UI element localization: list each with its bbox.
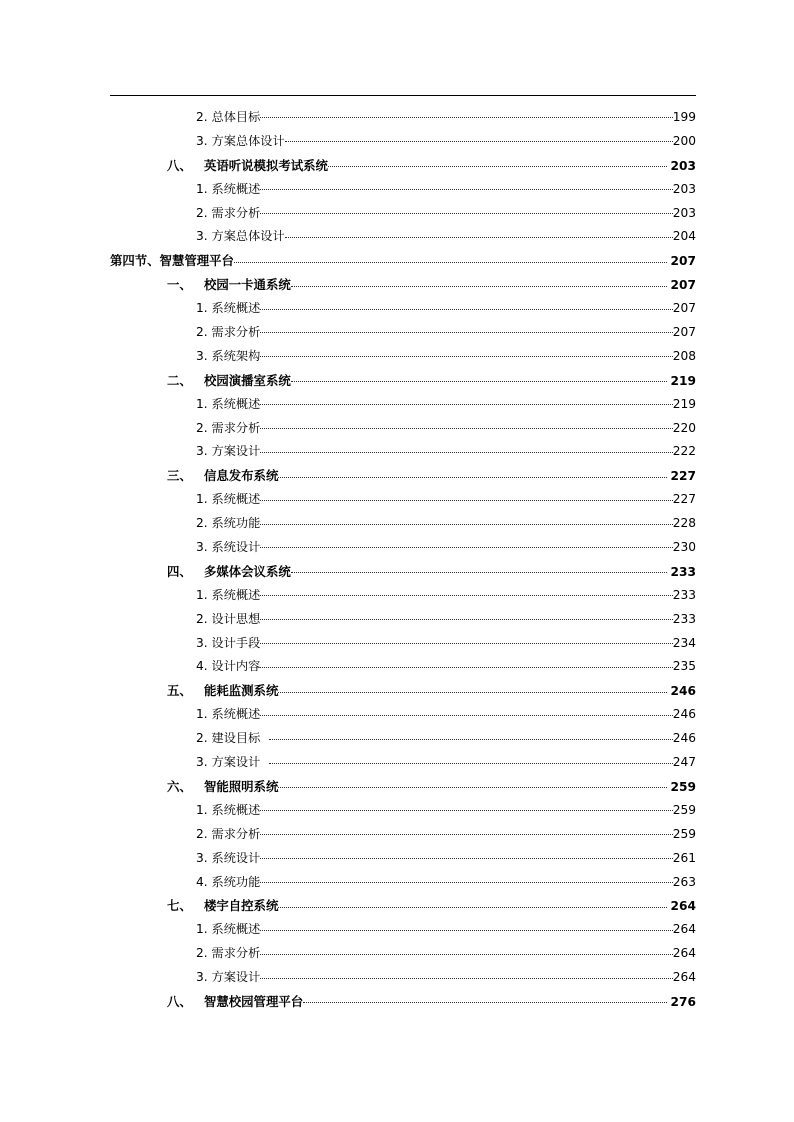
toc-entry-number: 八、 [167, 157, 192, 173]
toc-dot-leader [260, 658, 672, 670]
toc-entry-label: 2. 需求分析 [196, 205, 261, 220]
toc-dot-leader [260, 873, 672, 885]
toc-entry[interactable] [110, 488, 696, 512]
toc-entry-page-number: 227 [672, 492, 696, 507]
toc-entry-label: 1. 系统概述 [196, 301, 261, 316]
toc-entry[interactable] [110, 799, 696, 823]
toc-entry-label: 3. 系统架构 [196, 348, 261, 363]
toc-entry-label: 2. 需求分析 [196, 325, 261, 340]
toc-entry[interactable] [110, 608, 696, 632]
toc-entry-page-number: 222 [672, 444, 696, 459]
toc-entry[interactable] [110, 369, 696, 393]
toc-entry-label: 4. 设计内容 [196, 659, 261, 674]
toc-dot-leader [260, 706, 672, 718]
toc-dot-leader [278, 468, 666, 480]
toc-entry-number: 一、 [167, 277, 192, 293]
toc-entry-number: 二、 [167, 372, 192, 388]
toc-entry[interactable] [110, 249, 696, 273]
toc-entry-page-number: 264 [672, 922, 696, 937]
toc-dot-leader [260, 826, 672, 838]
toc-dot-leader [303, 994, 666, 1006]
toc-entry-page-number: 200 [672, 133, 696, 148]
toc-entry-page-number: 259 [670, 779, 696, 794]
toc-entry[interactable] [110, 106, 696, 130]
toc-entry-page-number: 203 [672, 181, 696, 196]
toc-entry-page-number: 264 [672, 946, 696, 961]
toc-dot-leader [278, 683, 666, 695]
toc-entry[interactable] [110, 417, 696, 441]
toc-entry-label: 3. 方案总体设计 [196, 229, 285, 244]
toc-entry[interactable] [110, 751, 696, 775]
toc-entry-label: 3. 方案设计 [196, 444, 261, 459]
toc-entry-label: 第四节、智慧管理平台 [110, 253, 234, 269]
toc-entry-page-number: 261 [672, 850, 696, 865]
toc-entry-label: 1. 系统概述 [196, 587, 261, 602]
toc-entry-label: 3. 系统设计 [196, 850, 261, 865]
toc-entry-page-number: 264 [670, 899, 696, 914]
toc-entry-page-number: 203 [670, 158, 696, 173]
toc-entry-label: 4. 系统功能 [196, 874, 261, 889]
toc-entry-number: 六、 [167, 778, 192, 794]
toc-entry[interactable] [110, 393, 696, 417]
toc-dot-leader [260, 539, 672, 551]
toc-entry[interactable] [110, 847, 696, 871]
toc-dot-leader [260, 802, 672, 814]
toc-dot-leader [278, 779, 666, 791]
toc-entry-page-number: 204 [672, 229, 696, 244]
toc-entry-label: 1. 系统概述 [196, 492, 261, 507]
toc-entry-number: 三、 [167, 468, 192, 484]
toc-dot-leader [291, 277, 667, 289]
toc-entry-page-number: 234 [672, 635, 696, 650]
toc-entry[interactable] [110, 679, 696, 703]
toc-entry-page-number: 199 [672, 110, 696, 124]
toc-dot-leader [285, 133, 673, 145]
toc-entry-label: 2. 建设目标 [196, 731, 261, 746]
toc-dot-leader [328, 157, 667, 169]
toc-dot-leader [285, 228, 673, 240]
toc-dot-leader [260, 348, 672, 360]
toc-entry-page-number: 208 [672, 348, 696, 363]
toc-entry-page-number: 264 [672, 970, 696, 985]
toc-entry-number: 五、 [167, 683, 192, 699]
toc-entry[interactable] [110, 464, 696, 488]
toc-dot-leader [260, 945, 672, 957]
toc-dot-leader [260, 443, 672, 455]
toc-entry[interactable] [110, 966, 696, 990]
toc-entry[interactable] [110, 775, 696, 799]
toc-entry[interactable] [110, 536, 696, 560]
toc-dot-leader [260, 849, 672, 861]
toc-dot-leader [260, 324, 672, 336]
toc-entry-label: 1. 系统概述 [196, 181, 261, 196]
toc-dot-leader [260, 419, 672, 431]
toc-dot-leader [260, 611, 672, 623]
toc-entry-label: 2. 需求分析 [196, 946, 261, 961]
toc-entry[interactable] [110, 297, 696, 321]
toc-entry-label: 2. 系统功能 [196, 516, 261, 531]
toc-entry-label: 3. 设计手段 [196, 635, 261, 650]
toc-entry-label: 信息发布系统 [204, 468, 279, 484]
toc-entry-label: 能耗监测系统 [204, 683, 279, 699]
toc-entry-page-number: 219 [670, 373, 696, 388]
toc-entry[interactable] [110, 440, 696, 464]
toc-entry-page-number: 247 [672, 755, 696, 770]
toc-entry-label: 校园演播室系统 [204, 372, 291, 388]
toc-entry-page-number: 263 [672, 874, 696, 889]
toc-dot-leader [269, 730, 672, 742]
toc-dot-leader [278, 898, 666, 910]
toc-entry-label: 1. 系统概述 [196, 922, 261, 937]
toc-dot-leader [260, 204, 672, 216]
toc-entry[interactable] [110, 321, 696, 345]
toc-entry-label: 多媒体会议系统 [204, 563, 291, 579]
toc-entry-page-number: 230 [672, 540, 696, 555]
toc-entry-page-number: 233 [670, 564, 696, 579]
toc-entry-page-number: 233 [672, 611, 696, 626]
toc-dot-leader [260, 515, 672, 527]
toc-entry[interactable] [110, 655, 696, 679]
toc-entry-label: 1. 系统概述 [196, 707, 261, 722]
table-of-contents-list [110, 106, 696, 1014]
toc-entry-label: 3. 系统设计 [196, 540, 261, 555]
toc-dot-leader [260, 180, 672, 192]
toc-entry-page-number: 259 [672, 826, 696, 841]
toc-dot-leader [260, 300, 672, 312]
toc-entry-page-number: 207 [672, 325, 696, 340]
toc-entry[interactable] [110, 202, 696, 226]
toc-dot-leader [234, 253, 667, 265]
toc-entry-label: 1. 系统概述 [196, 802, 261, 817]
toc-entry-page-number: 246 [670, 684, 696, 699]
toc-dot-leader [291, 564, 667, 576]
toc-dot-leader [260, 491, 672, 503]
toc-entry[interactable] [110, 942, 696, 966]
toc-entry-page-number: 259 [672, 802, 696, 817]
toc-entry-label: 2. 需求分析 [196, 826, 261, 841]
toc-entry[interactable] [110, 584, 696, 608]
toc-dot-leader [269, 754, 672, 766]
toc-entry-number: 八、 [167, 993, 192, 1009]
toc-entry-label: 智慧校园管理平台 [204, 993, 304, 1009]
toc-entry-label: 楼宇自控系统 [204, 898, 279, 914]
toc-entry-page-number: 276 [670, 994, 696, 1009]
toc-dot-leader [260, 634, 672, 646]
toc-dot-leader [291, 372, 667, 384]
toc-entry[interactable] [110, 178, 696, 202]
toc-entry-label: 2. 设计思想 [196, 611, 261, 626]
toc-entry-label: 3. 方案设计 [196, 970, 261, 985]
toc-entry-number: 七、 [167, 898, 192, 914]
toc-entry-page-number: 219 [672, 396, 696, 411]
toc-dot-leader [260, 396, 672, 408]
toc-entry-page-number: 207 [670, 278, 696, 293]
toc-entry[interactable] [110, 990, 696, 1014]
toc-dot-leader [260, 109, 672, 121]
toc-dot-leader [260, 969, 672, 981]
toc-entry-page-number: 246 [672, 707, 696, 722]
toc-entry-page-number: 220 [672, 420, 696, 435]
toc-dot-leader [260, 921, 672, 933]
toc-entry[interactable] [110, 560, 696, 584]
toc-entry-label: 2. 总体目标 [196, 110, 261, 124]
toc-entry-page-number: 233 [672, 587, 696, 602]
toc-entry-label: 校园一卡通系统 [204, 277, 291, 293]
toc-entry-label: 3. 方案总体设计 [196, 133, 285, 148]
toc-entry[interactable] [110, 703, 696, 727]
toc-entry[interactable] [110, 512, 696, 536]
toc-entry[interactable] [110, 632, 696, 656]
toc-entry-page-number: 228 [672, 516, 696, 531]
toc-entry[interactable] [110, 727, 696, 751]
toc-entry[interactable] [110, 871, 696, 895]
toc-entry[interactable] [110, 130, 696, 154]
toc-entry[interactable] [110, 823, 696, 847]
toc-entry[interactable] [110, 225, 696, 249]
toc-entry-label: 1. 系统概述 [196, 396, 261, 411]
toc-entry-page-number: 203 [672, 205, 696, 220]
toc-entry-page-number: 246 [672, 731, 696, 746]
toc-entry[interactable] [110, 154, 696, 178]
toc-dot-leader [260, 587, 672, 599]
toc-entry-label: 2. 需求分析 [196, 420, 261, 435]
toc-entry-label: 智能照明系统 [204, 778, 279, 794]
toc-entry[interactable] [110, 345, 696, 369]
toc-entry-page-number: 227 [670, 469, 696, 484]
toc-entry-page-number: 207 [670, 254, 696, 269]
toc-entry-page-number: 235 [672, 659, 696, 674]
toc-top-rule [110, 95, 696, 96]
toc-entry-label: 3. 方案设计 [196, 755, 261, 770]
toc-entry-number: 四、 [167, 563, 192, 579]
toc-entry-label: 英语听说模拟考试系统 [204, 157, 328, 173]
toc-entry[interactable] [110, 894, 696, 918]
toc-entry-page-number: 207 [672, 301, 696, 316]
toc-entry[interactable] [110, 273, 696, 297]
toc-entry[interactable] [110, 918, 696, 942]
